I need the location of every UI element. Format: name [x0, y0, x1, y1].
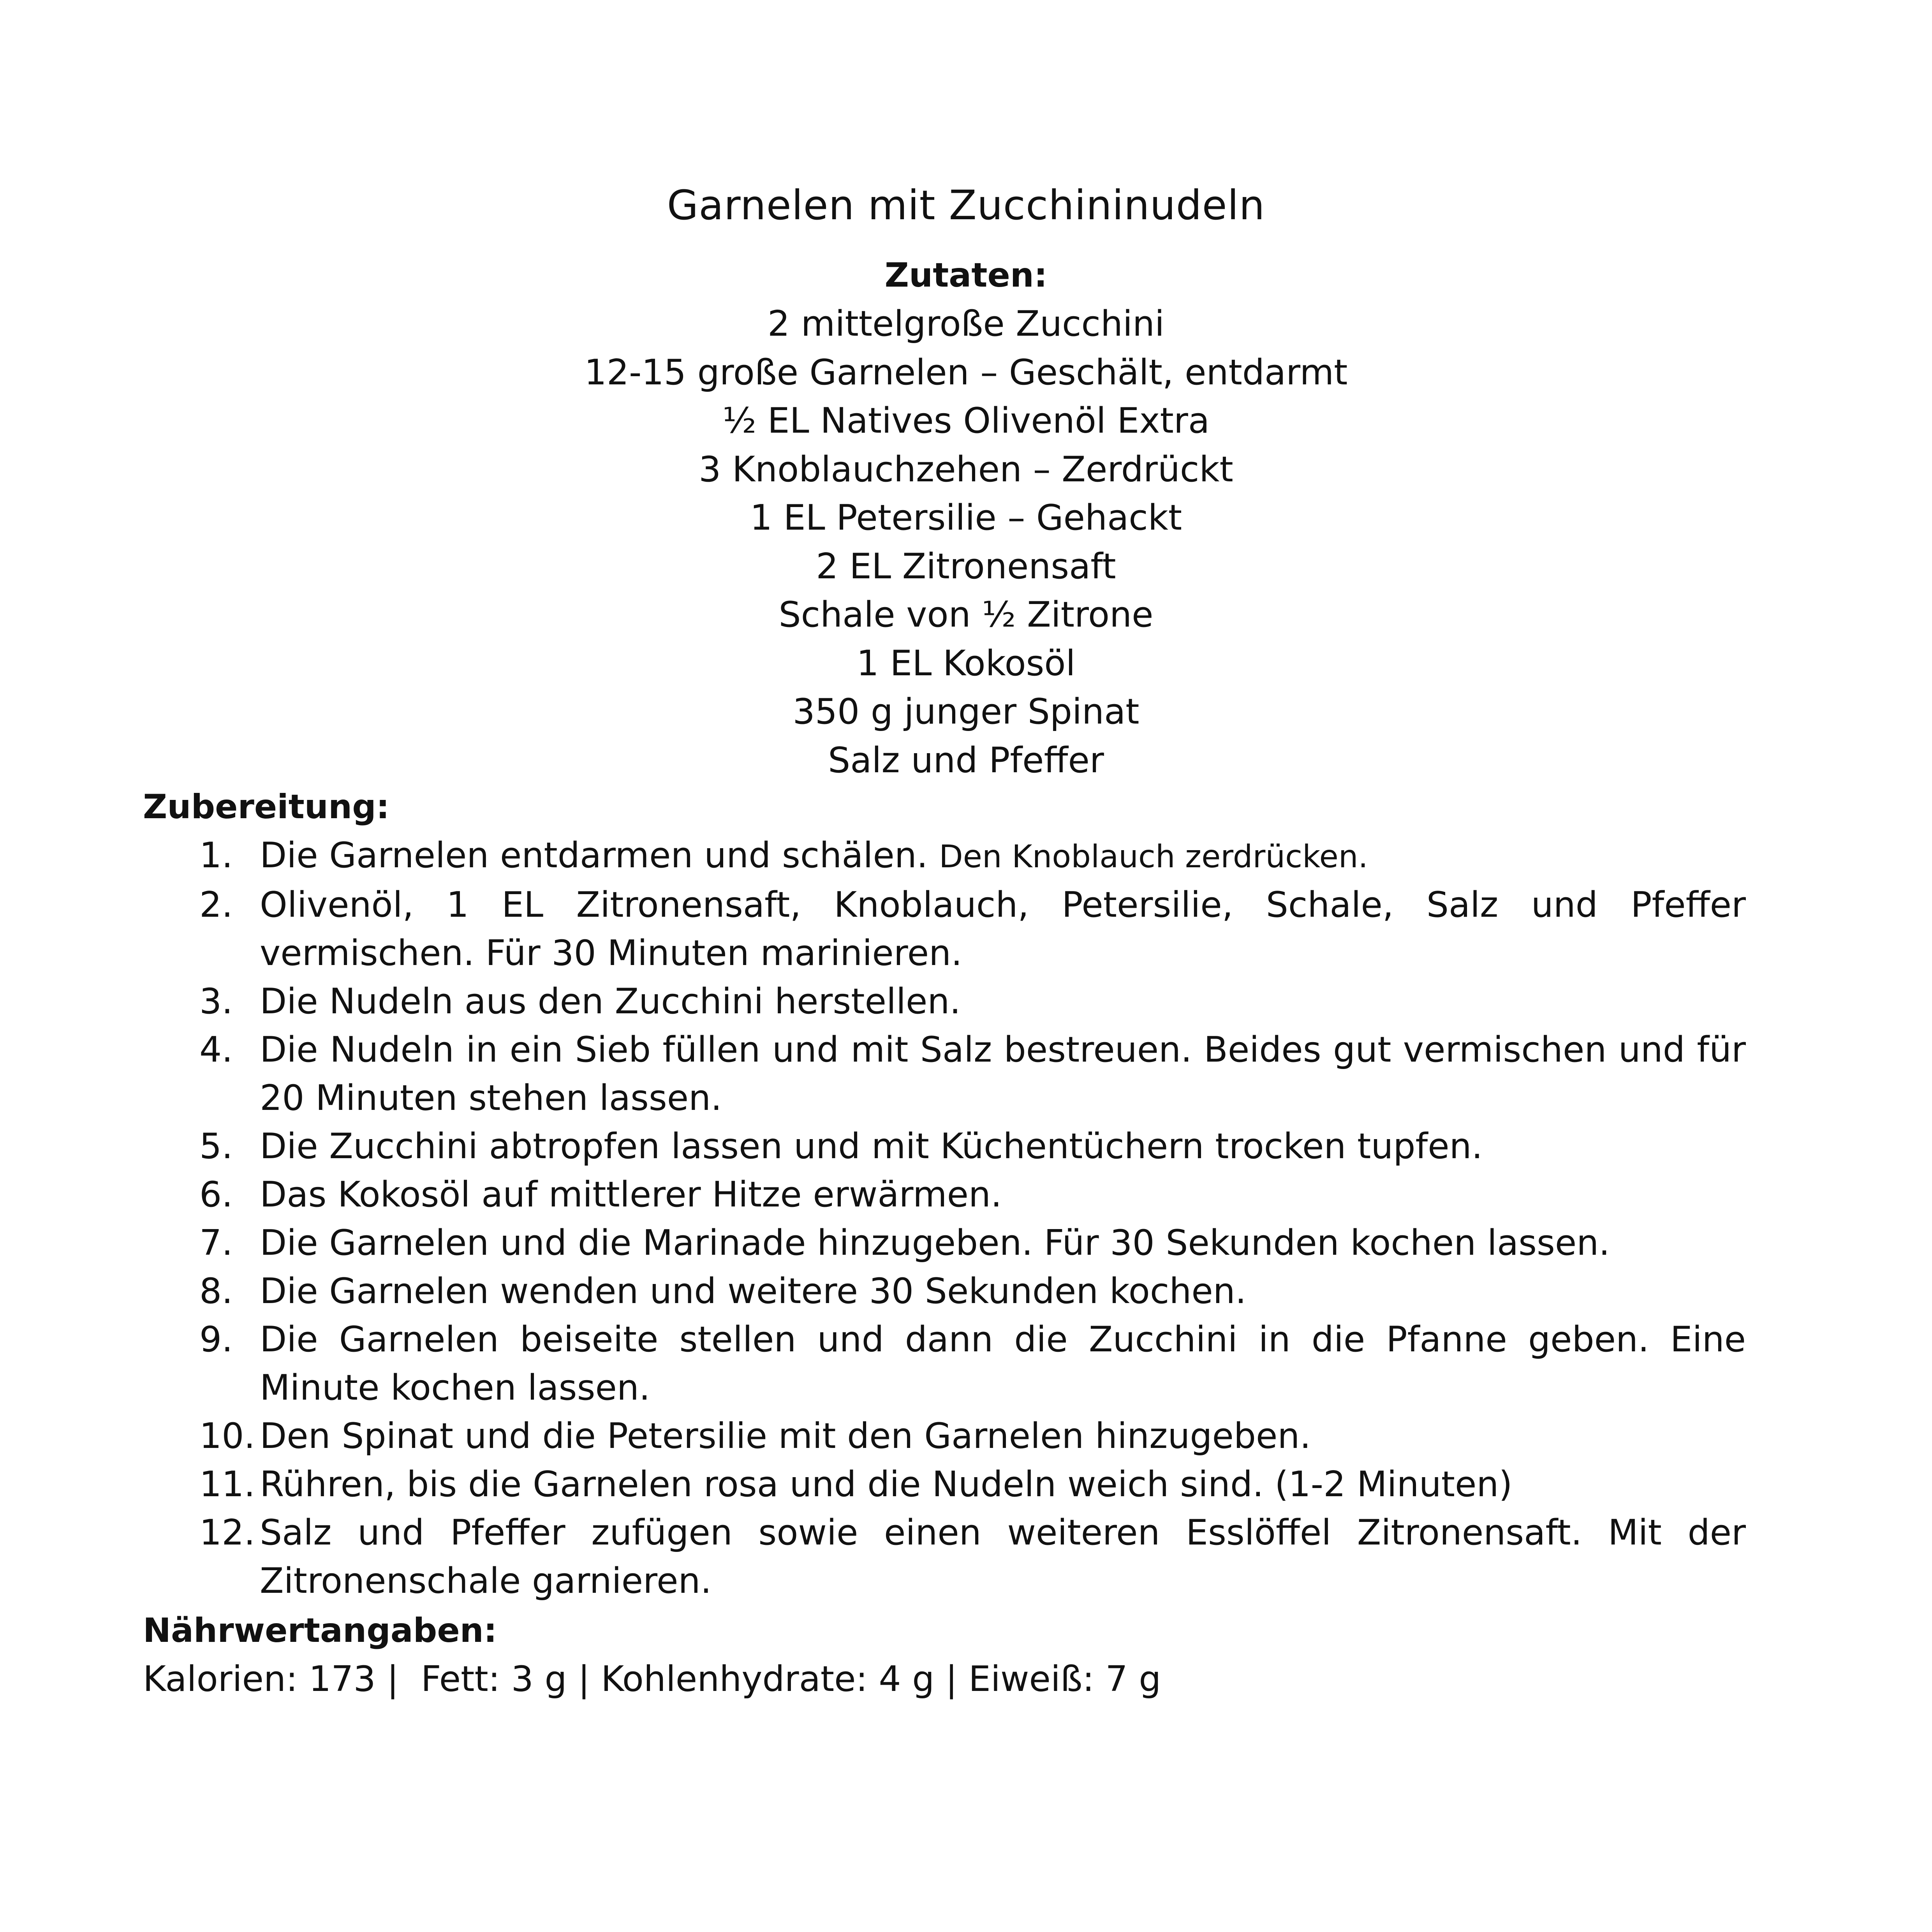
step-item	[143, 1122, 1746, 1171]
step-text: Die Nudeln in ein Sieb füllen und mit Salz bestreuen. Beides gut vermischen und für 20 Minuten stehen lassen.	[260, 1029, 1746, 1118]
step-number: 3.	[199, 981, 233, 1022]
step-item	[143, 1267, 1746, 1316]
nutrition-values: Kalorien: 173 | Fett: 3 g | Kohlenhydrate: 4 g | Eiweiß: 7 g	[143, 1659, 1161, 1700]
ingredient-item: ½ EL Natives Olivenöl Extra	[722, 400, 1210, 441]
ingredient-item: Salz und Pfeffer	[828, 740, 1104, 781]
ingredient-item: 12-15 große Garnelen – Geschält, entdarmt	[584, 352, 1348, 393]
ingredient-item: 2 mittelgroße Zucchini	[767, 303, 1165, 344]
step-number: 6.	[199, 1174, 233, 1215]
nutrition-heading: Nährwertangaben:	[143, 1611, 497, 1650]
preparation-heading: Zubereitung:	[143, 787, 390, 826]
step-item	[143, 1219, 1746, 1267]
ingredient-item: 2 EL Zitronensaft	[816, 546, 1116, 587]
step-item	[143, 1509, 1746, 1605]
step-number: 10.	[199, 1416, 255, 1456]
ingredients-section	[0, 251, 1932, 785]
step-text: Die Garnelen wenden und weitere 30 Sekunden kochen.	[260, 1271, 1247, 1312]
step-item	[143, 881, 1746, 977]
ingredient-item: 3 Knoblauchzehen – Zerdrückt	[699, 449, 1233, 490]
step-item	[143, 977, 1746, 1026]
ingredients-list	[0, 300, 1932, 785]
step-text: Die Garnelen beiseite stellen und dann die Zucchini in die Pfanne geben. Eine Minute kochen lassen.	[260, 1319, 1746, 1408]
step-text: Den Spinat und die Petersilie mit den Garnelen hinzugeben.	[260, 1416, 1311, 1456]
ingredients-heading: Zutaten:	[884, 256, 1048, 295]
step-item	[143, 1460, 1746, 1509]
step-number: 8.	[199, 1271, 233, 1312]
step-text: Die Zucchini abtropfen lassen und mit Küchentüchern trocken tupfen.	[260, 1126, 1483, 1167]
step-item	[143, 831, 1746, 881]
step-item	[143, 1412, 1746, 1460]
ingredient-item: 1 EL Petersilie – Gehackt	[750, 497, 1182, 538]
step-number: 9.	[199, 1319, 233, 1360]
step-text: Die Garnelen und die Marinade hinzugeben. Für 30 Sekunden kochen lassen.	[260, 1222, 1610, 1263]
step-item	[143, 1026, 1746, 1122]
step-item	[143, 1316, 1746, 1412]
step-text: Olivenöl, 1 EL Zitronensaft, Knoblauch, Petersilie, Schale, Salz und Pfeffer vermischen. Für 30 Minuten marinieren.	[260, 884, 1746, 974]
ingredient-item: Schale von ½ Zitrone	[778, 594, 1154, 635]
step-text: Das Kokosöl auf mittlerer Hitze erwärmen.	[260, 1174, 1002, 1215]
step-number: 2.	[199, 884, 233, 925]
step-text: Die Garnelen entdarmen und schälen.	[260, 835, 928, 876]
step-text: Rühren, bis die Garnelen rosa und die Nudeln weich sind. (1-2 Minuten)	[260, 1464, 1513, 1505]
step-number: 11.	[199, 1464, 255, 1505]
step-number: 12.	[199, 1512, 255, 1553]
step-text-extra: Den Knoblauch zerdrücken.	[939, 838, 1368, 875]
ingredient-item: 350 g junger Spinat	[793, 691, 1139, 732]
step-number: 4.	[199, 1029, 233, 1070]
preparation-steps	[143, 831, 1746, 1605]
step-text: Salz und Pfeffer zufügen sowie einen weiteren Esslöffel Zitronensaft. Mit der Zitronenschale garnieren.	[260, 1512, 1746, 1601]
step-number: 1.	[199, 835, 233, 876]
ingredient-item: 1 EL Kokosöl	[856, 643, 1076, 684]
step-text: Die Nudeln aus den Zucchini herstellen.	[260, 981, 961, 1022]
step-number: 5.	[199, 1126, 233, 1167]
step-number: 7.	[199, 1222, 233, 1263]
recipe-title: Garnelen mit Zucchininudeln	[667, 181, 1265, 229]
step-item	[143, 1171, 1746, 1219]
